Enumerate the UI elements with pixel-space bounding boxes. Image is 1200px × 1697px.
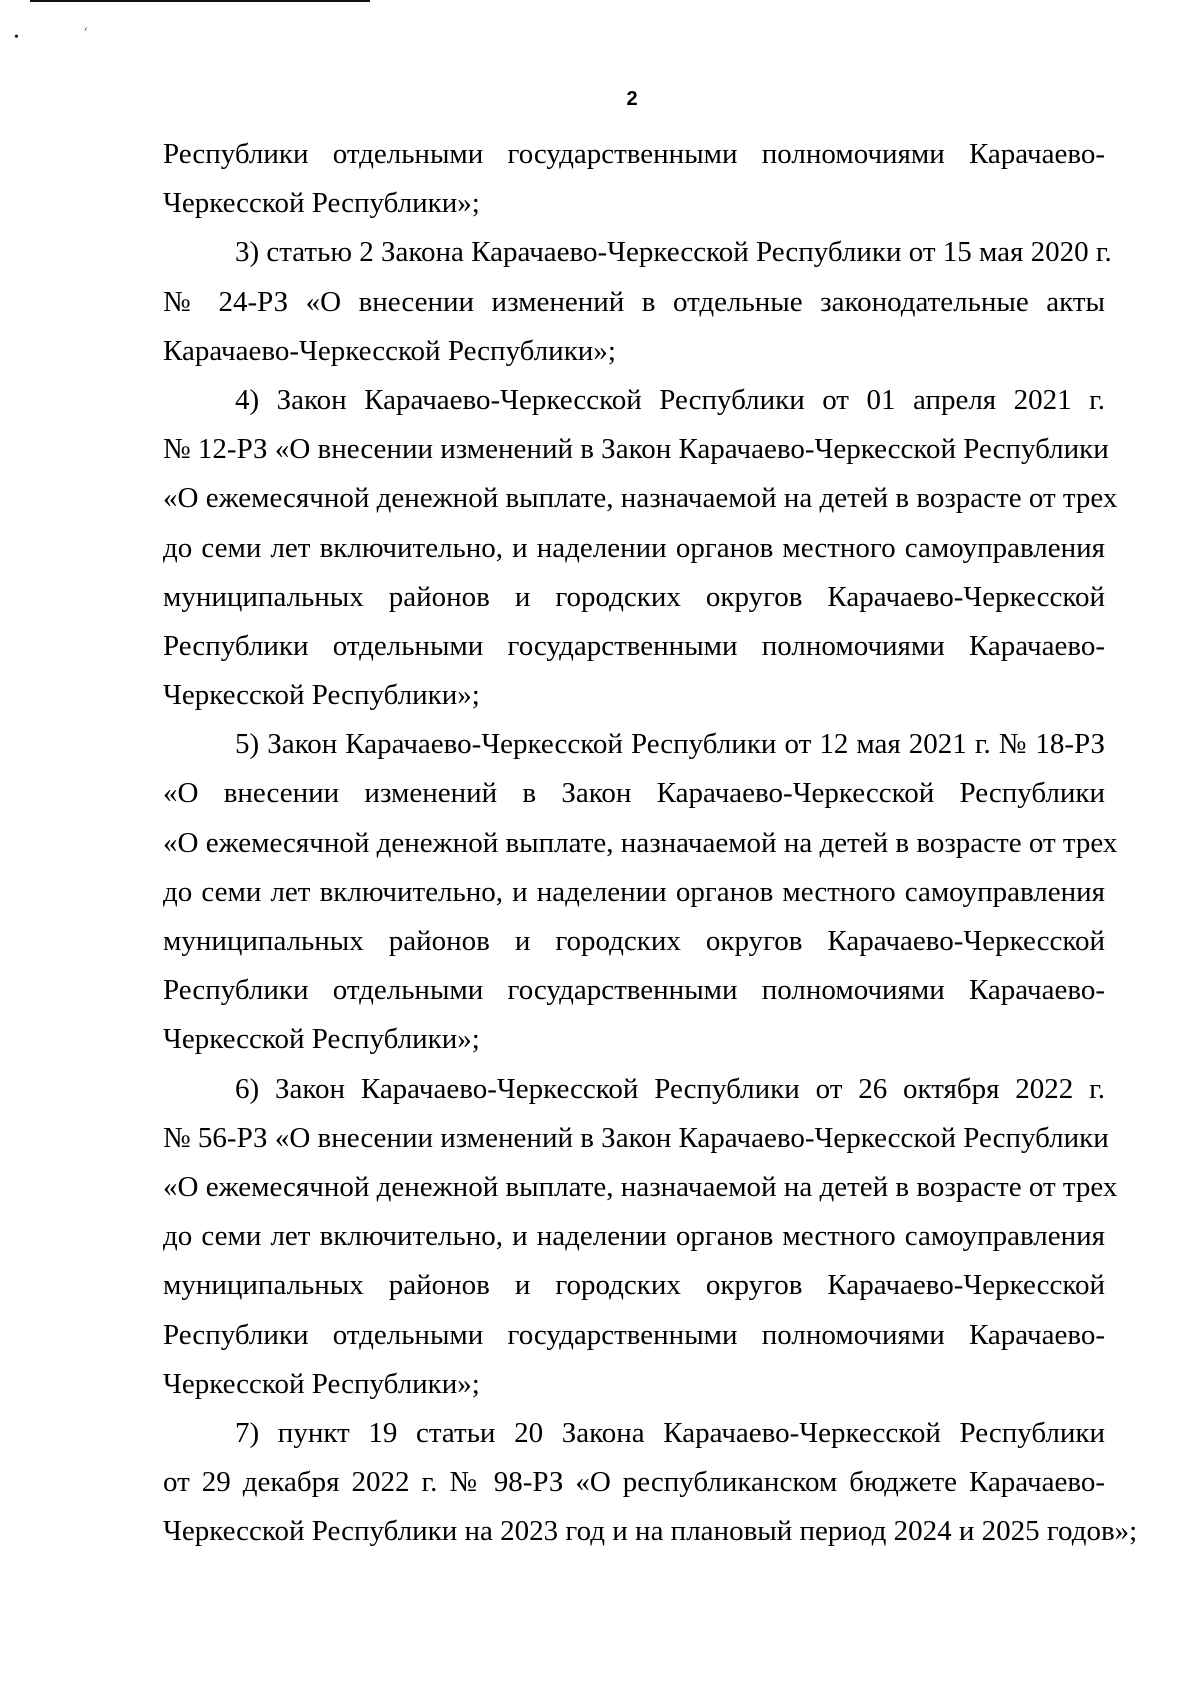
text-line: Республики отдельными государственными полномочиями Карачаево- <box>163 629 1105 662</box>
text-line: Республики отдельными государственными полномочиями Карачаево- <box>163 138 1105 170</box>
text-line: Черкесской Республики»; <box>163 1023 480 1056</box>
text-line: муниципальных районов и городских округов Карачаево-Черкесской <box>163 580 1105 613</box>
text-line: муниципальных районов и городских округов Карачаево-Черкесской <box>163 1269 1105 1302</box>
text-line: до семи лет включительно, и наделении органов местного самоуправления <box>163 531 1105 564</box>
scan-speck: • <box>14 30 19 45</box>
paragraph-first-line: 6) Закон Карачаево-Черкесской Республики от 26 октября 2022 г. <box>235 1072 1105 1105</box>
text-line: № 56-РЗ «О внесении изменений в Закон Карачаево-Черкесской Республики <box>163 1121 1109 1154</box>
paragraph-first-line: 5) Закон Карачаево-Черкесской Республики от 12 мая 2021 г. № 18-РЗ <box>235 728 1105 761</box>
paragraph-first-line: 3) статью 2 Закона Карачаево-Черкесской Республики от 15 мая 2020 г. <box>235 236 1112 269</box>
text-line: «О ежемесячной денежной выплате, назначаемой на детей в возрасте от трех <box>163 482 1118 515</box>
paragraph-first-line: 7) пункт 19 статьи 20 Закона Карачаево-Черкесской Республики <box>235 1416 1105 1449</box>
text-line: № 12-РЗ «О внесении изменений в Закон Карачаево-Черкесской Республики <box>163 433 1109 466</box>
text-line: Черкесской Республики на 2023 год и на плановый период 2024 и 2025 годов»; <box>163 1515 1138 1548</box>
text-line: «О ежемесячной денежной выплате, назначаемой на детей в возрасте от трех <box>163 826 1118 859</box>
text-line: Карачаево-Черкесской Республики»; <box>163 334 616 367</box>
text-line: Черкесской Республики»; <box>163 679 480 712</box>
text-line: «О ежемесячной денежной выплате, назначаемой на детей в возрасте от трех <box>163 1170 1118 1203</box>
text-line: Черкесской Республики»; <box>163 1367 480 1400</box>
text-line: до семи лет включительно, и наделении органов местного самоуправления <box>163 875 1105 908</box>
text-line: Республики отдельными государственными полномочиями Карачаево- <box>163 974 1105 1007</box>
scan-edge-line <box>30 0 370 2</box>
text-line: «О внесении изменений в Закон Карачаево-Черкесской Республики <box>163 777 1105 810</box>
text-line: от 29 декабря 2022 г. № 98-РЗ «О республиканском бюджете Карачаево- <box>163 1466 1105 1499</box>
document-body <box>163 130 1138 1556</box>
text-line: № 24-РЗ «О внесении изменений в отдельные законодательные акты <box>163 285 1105 318</box>
paragraph-first-line: 4) Закон Карачаево-Черкесской Республики от 01 апреля 2021 г. <box>235 383 1105 416</box>
page-number: 2 <box>626 88 638 110</box>
text-line: Черкесской Республики»; <box>163 187 480 220</box>
text-line: до семи лет включительно, и наделении органов местного самоуправления <box>163 1220 1105 1253</box>
scan-speck: ׳ <box>84 24 88 39</box>
text-line: Республики отдельными государственными полномочиями Карачаево- <box>163 1318 1105 1351</box>
text-line: муниципальных районов и городских округов Карачаево-Черкесской <box>163 925 1105 957</box>
